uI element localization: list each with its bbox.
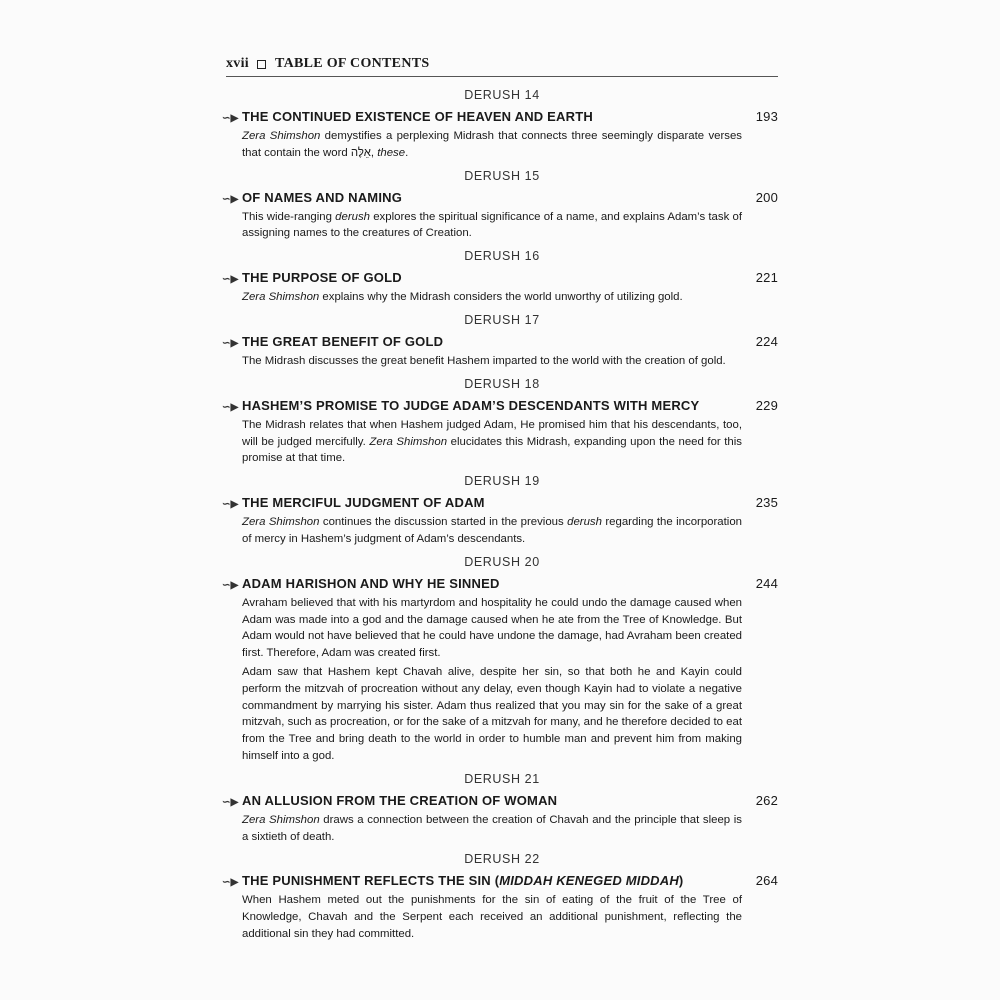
entry-title-row <box>222 493 778 514</box>
entry-title-end: ) <box>678 873 684 889</box>
entry-title-row <box>222 871 778 892</box>
entry-title-row <box>222 188 778 209</box>
description-paragraph <box>242 812 742 846</box>
page-number: 229 <box>755 397 778 413</box>
page-number: 235 <box>755 495 778 511</box>
text-run: draws a connection between the creation of Chavah and the principle that sleep is a sixtieth of death. <box>242 813 742 843</box>
scroll-ornament-icon: ∽▶ <box>222 796 239 808</box>
entry-description <box>242 417 742 467</box>
derush-label: DERUSH 15 <box>464 168 540 183</box>
toc-page <box>222 56 778 949</box>
text-run: Avraham believed that with his martyrdom and hospitality he could undo the damage caused when Adam was made into a god and the damage caused when he ate from the Tree of Knowledge. But Adam would not have believed that he could have undone the damage, had Avraham been created first. Therefore, Adam was created first. <box>242 596 742 660</box>
scroll-ornament-icon: ∽▶ <box>222 113 239 124</box>
text-run: This wide-ranging <box>242 210 336 223</box>
running-head <box>226 56 778 77</box>
derush-label: DERUSH 16 <box>464 249 540 264</box>
entry-title <box>242 396 748 415</box>
italic-text: Zera Shimshon <box>242 291 320 304</box>
entry-description <box>242 353 742 370</box>
derush-label: DERUSH 14 <box>464 88 540 102</box>
scroll-ornament-icon: ∽▶ <box>222 401 239 413</box>
entry-title-text: HASHEM’S PROMISE TO JUDGE ADAM’S DESCENDANTS WITH MERCY <box>242 397 700 413</box>
page-number: 200 <box>755 189 778 205</box>
toc-entry <box>222 107 778 162</box>
text-run: . <box>405 146 409 159</box>
entry-description <box>242 892 742 942</box>
text-run: The Midrash relates that when Hashem judged Adam, He promised him that his descendants, too, will be judged mercifully. <box>242 418 742 448</box>
toc-entry <box>222 268 778 306</box>
toc-entry <box>222 396 778 467</box>
derush-label: DERUSH 17 <box>464 312 540 327</box>
description-paragraph <box>242 664 742 765</box>
text-run: regarding the incorporation of mercy in Hashem’s judgment of Adam’s descendants. <box>242 516 742 545</box>
text-run: continues the discussion started in the previous <box>319 516 568 529</box>
description-paragraph <box>242 209 742 243</box>
page-number: 193 <box>755 109 778 124</box>
page-number: 264 <box>755 873 778 889</box>
italic-text: Zera Shimshon <box>242 813 320 826</box>
entry-title-row <box>222 574 778 595</box>
description-paragraph <box>242 289 742 306</box>
text-run: demystifies a perplexing Midrash that connects three seemingly disparate verses that contain the word אֵלֶּה, <box>242 130 742 159</box>
page-number: 221 <box>755 270 778 286</box>
derush-label: DERUSH 21 <box>464 771 540 786</box>
entry-title-italic: MIDDAH KENEGED MIDDAH <box>499 873 679 889</box>
entry-title <box>242 107 748 126</box>
derush-label: DERUSH 18 <box>464 376 540 391</box>
entry-title <box>242 268 748 287</box>
entry-description <box>242 289 742 306</box>
entry-title-row <box>222 107 778 128</box>
entry-title <box>242 791 748 810</box>
page-number: 262 <box>755 792 778 808</box>
entry-title-row <box>222 396 778 417</box>
page-number: 224 <box>755 333 778 349</box>
scroll-ornament-icon: ∽▶ <box>222 274 239 286</box>
description-paragraph <box>242 595 742 662</box>
entry-title-row <box>222 268 778 289</box>
entry-title-text: THE PUNISHMENT REFLECTS THE SIN ( <box>242 873 500 889</box>
description-paragraph <box>242 514 742 548</box>
italic-text: Zera Shimshon <box>242 516 320 529</box>
italic-text: these <box>377 146 406 159</box>
text-run: Adam saw that Hashem kept Chavah alive, despite her sin, so that both he and Kayin could perform the mitzvah of procreation without any delay, even though Kayin had to violate a negative commandment by marrying his sister. Adam thus realized that you may sin for the sake of a great mitzvah, such as procreation, or for the sake of a mitzvah for many, and he therefore decided to eat from the Tree and bring death to the world in order to humble man and prevent him from making himself into a god. <box>242 665 742 762</box>
scroll-ornament-icon: ∽▶ <box>222 877 239 889</box>
derush-label: DERUSH 20 <box>464 554 540 569</box>
italic-text: Zera Shimshon <box>369 435 448 448</box>
italic-text: derush <box>567 516 602 529</box>
entry-title <box>242 188 748 207</box>
entry-title-text: ADAM HARISHON AND WHY HE SINNED <box>242 575 500 591</box>
text-run: explores the spiritual significance of a name, and explains Adam’s task of assigning names to the creatures of Creation. <box>242 210 742 240</box>
toc-entry <box>222 871 778 942</box>
scroll-ornament-icon: ∽▶ <box>222 499 239 511</box>
entry-title <box>242 871 748 890</box>
entry-title-text: THE CONTINUED EXISTENCE OF HEAVEN AND EARTH <box>242 109 593 124</box>
toc-entry <box>222 332 778 370</box>
toc-entry <box>222 574 778 765</box>
entry-description <box>242 595 742 765</box>
entry-title <box>242 332 748 351</box>
toc-entry <box>222 493 778 548</box>
entry-title-text: THE MERCIFUL JUDGMENT OF ADAM <box>242 495 485 511</box>
description-paragraph <box>242 892 742 942</box>
entry-title-row <box>222 791 778 812</box>
description-paragraph <box>242 128 742 162</box>
toc-entry <box>222 791 778 846</box>
entry-title-text: AN ALLUSION FROM THE CREATION OF WOMAN <box>242 792 558 808</box>
scroll-ornament-icon: ∽▶ <box>222 579 239 591</box>
italic-text: Zera Shimshon <box>242 130 321 142</box>
description-paragraph <box>242 417 742 467</box>
toc-entry <box>222 188 778 243</box>
entry-title <box>242 493 748 512</box>
derush-label: DERUSH 22 <box>464 852 540 867</box>
entry-title <box>242 574 748 593</box>
text-run: The Midrash discusses the great benefit Hashem imparted to the world with the creation of gold. <box>242 354 726 367</box>
entry-title-text: THE PURPOSE OF GOLD <box>242 270 402 286</box>
page-number: 244 <box>755 575 778 591</box>
box-ornament-icon <box>257 60 266 69</box>
italic-text: derush <box>335 210 370 223</box>
toc-list <box>222 87 778 943</box>
text-run: explains why the Midrash considers the world unworthy of utilizing gold. <box>319 291 683 304</box>
entry-description <box>242 209 742 243</box>
entry-description <box>242 128 742 162</box>
description-paragraph <box>242 353 742 370</box>
running-head-title: TABLE OF CONTENTS <box>274 56 430 71</box>
scroll-ornament-icon: ∽▶ <box>222 337 239 349</box>
entry-title-row <box>222 332 778 353</box>
page-folio: xvii <box>226 56 249 71</box>
entry-description <box>242 514 742 548</box>
text-run: When Hashem meted out the punishments for the sin of eating of the fruit of the Tree of Knowledge, Chavah and the Serpent each received an additional punishment, reflecting the additional sin they had committed. <box>242 894 742 940</box>
derush-label: DERUSH 19 <box>464 474 540 489</box>
entry-title-text: OF NAMES AND NAMING <box>242 189 403 205</box>
scroll-ornament-icon: ∽▶ <box>222 193 239 205</box>
entry-title-text: THE GREAT BENEFIT OF GOLD <box>242 333 444 349</box>
entry-description <box>242 812 742 846</box>
text-run: elucidates this Midrash, expanding upon the need for this promise at that time. <box>242 435 742 465</box>
